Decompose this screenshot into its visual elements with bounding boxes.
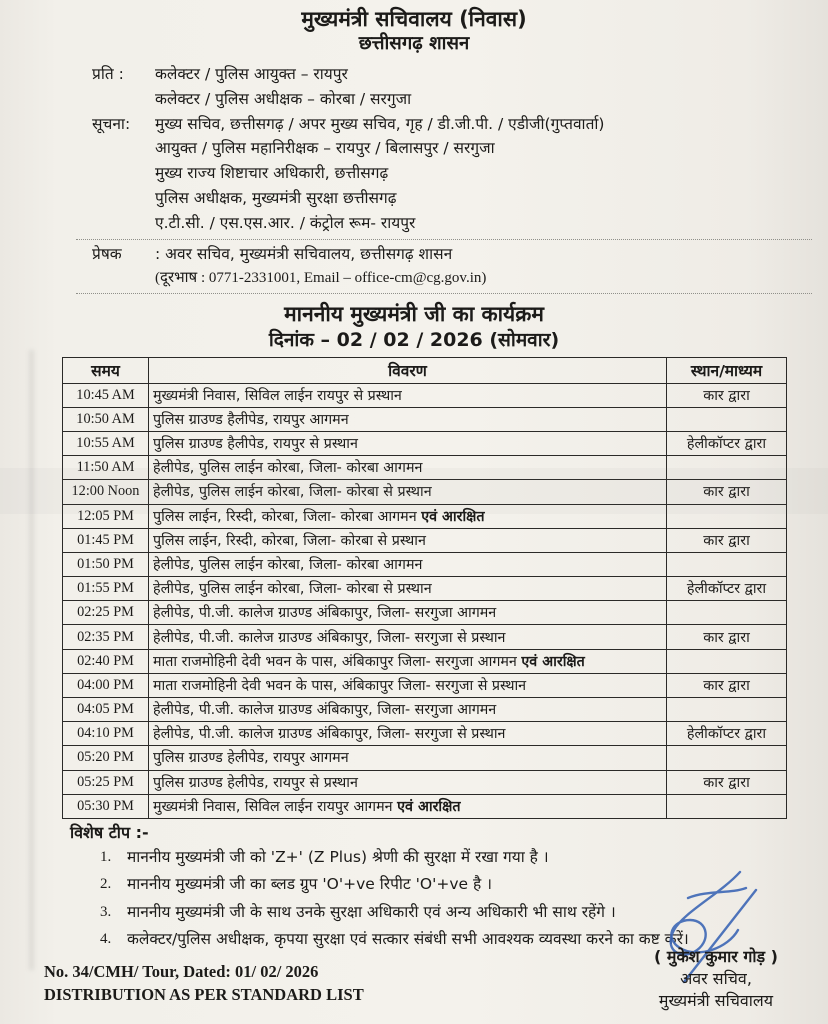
from-label: प्रेषक [92,244,122,263]
cell-desc: मुख्यमंत्री निवास, सिविल लाईन रायपुर आगमन एवं आरक्षित [149,794,667,818]
cell-time: 02:40 PM [63,649,149,673]
cell-time: 10:45 AM [63,383,149,407]
cell-time: 10:55 AM [63,431,149,455]
to-line-1: कलेक्टर / पुलिस अधीक्षक – कोरबा / सरगुजा [155,89,412,108]
table-row-11 [63,649,787,673]
col-header-desc: विवरण [149,357,667,383]
cell-time: 12:00 Noon [63,480,149,504]
cell-desc: पुलिस लाईन, रिस्दी, कोरबा, जिला- कोरबा आगमन एवं आरक्षित [149,504,667,528]
notes-list [70,844,812,954]
to-label: प्रति : [92,65,124,83]
ref-line: No. 34/CMH/ Tour, Dated: 01/ 02/ 2026 [44,962,319,981]
cell-desc: हेलीपेड, पी.जी. कालेज ग्राउण्ड अंबिकापुर, जिला- सरगुजा से प्रस्थान [149,625,667,649]
cell-time: 11:50 AM [63,456,149,480]
table-row-1 [63,407,787,431]
note-item-1 [100,844,812,872]
table-row-8 [63,577,787,601]
cell-time: 04:10 PM [63,722,149,746]
cell-mode: कार द्वारा [667,673,787,697]
program-date: दिनांक – 02 / 02 / 2026 (सोमवार) [268,328,560,351]
col-header-mode: स्थान/माध्यम [667,357,787,383]
cell-mode [667,698,787,722]
note-text: माननीय मुख्यमंत्री जी के साथ उनके सुरक्षा अधिकारी एवं अन्य अधिकारी भी साथ रहेंगे । [127,902,616,921]
table-row-0 [63,383,787,407]
note-text: माननीय मुख्यमंत्री जी को 'Z+' (Z Plus) श्रेणी की सुरक्षा में रखा गया है । [127,847,549,866]
contact-line: (दूरभाष : 0771-2331001, Email – office-cm@cg.gov.in) [155,269,487,286]
org-subtitle: छत्तीसगढ़ शासन [358,33,470,54]
note-text: माननीय मुख्यमंत्री जी का ब्लड ग्रुप 'O'+ve रिपीट 'O'+ve है । [127,875,493,894]
letterhead [0,0,828,55]
addressing-block [92,62,812,236]
cell-mode: कार द्वारा [667,528,787,552]
cell-mode [667,601,787,625]
info-line-3: पुलिस अधीक्षक, मुख्यमंत्री सुरक्षा छत्तीसगढ़ [155,188,397,207]
cell-desc: हेलीपेड, पुलिस लाईन कोरबा, जिला- कोरबा आगमन [149,456,667,480]
note-number: 2. [100,876,112,893]
cell-desc: पुलिस लाईन, रिस्दी, कोरबा, जिला- कोरबा से प्रस्थान [149,528,667,552]
cell-desc: मुख्यमंत्री निवास, सिविल लाईन रायपुर से प्रस्थान [149,383,667,407]
to-line-0: कलेक्टर / पुलिस आयुक्त – रायपुर [155,65,348,83]
cell-mode [667,407,787,431]
cell-desc: हेलीपेड, पी.जी. कालेज ग्राउण्ड अंबिकापुर, जिला- सरगुजा आगमन [149,698,667,722]
signatory-designation-2: मुख्यमंत्री सचिवालय [658,991,774,1010]
dotted-divider-top [76,239,812,240]
table-row-9 [63,601,787,625]
cell-time: 01:45 PM [63,528,149,552]
table-header-row [63,357,787,383]
signature-block [616,946,816,1012]
info-line-0: मुख्य सचिव, छत्तीसगढ़ / अपर मुख्य सचिव, गृह / डी.जी.पी. / एडीजी(गुप्तवार्ता) [155,114,605,133]
cell-desc: हेलीपेड, पी.जी. कालेज ग्राउण्ड अंबिकापुर, जिला- सरगुजा आगमन [149,601,667,625]
to-row [92,62,812,112]
cell-desc: हेलीपेड, पुलिस लाईन कोरबा, जिला- कोरबा आगमन [149,552,667,576]
signatory-designation-1: अवर सचिव, [680,969,752,988]
scan-edge-shadow [29,350,34,970]
to-lines [155,62,812,112]
cell-time: 04:05 PM [63,698,149,722]
cell-desc: पुलिस ग्राउण्ड हैलीपेड, रायपुर आगमन [149,407,667,431]
cell-desc: पुलिस ग्राउण्ड हेलीपेड, रायपुर आगमन [149,746,667,770]
notes-heading: विशेष टीप :- [70,822,149,842]
table-row-17 [63,794,787,818]
cell-mode: हेलीकॉप्टर द्वारा [667,431,787,455]
cell-desc: पुलिस ग्राउण्ड हैलीपेड, रायपुर से प्रस्थान [149,431,667,455]
cell-time: 10:50 AM [63,407,149,431]
info-lines [155,112,812,236]
table-row-15 [63,746,787,770]
note-text: कलेक्टर/पुलिस अधीक्षक, कृपया सुरक्षा एवं सत्कार संबंधी सभी आवश्यक व्यवस्था करने का कष्ट करें। [127,930,689,949]
note-number: 1. [100,848,112,865]
cell-mode: कार द्वारा [667,383,787,407]
table-row-14 [63,722,787,746]
schedule-table [62,357,787,819]
table-row-3 [63,456,787,480]
signatory-name: ( मुकेश कुमार गोड़ ) [654,947,778,966]
cell-mode [667,746,787,770]
cell-mode [667,552,787,576]
cell-time: 05:20 PM [63,746,149,770]
cell-mode: हेलीकॉप्टर द्वारा [667,722,787,746]
cell-time: 05:30 PM [63,794,149,818]
cell-desc: पुलिस ग्राउण्ड हेलीपेड, रायपुर से प्रस्थान [149,770,667,794]
dotted-divider-bottom [76,293,812,294]
table-row-6 [63,528,787,552]
cell-mode [667,504,787,528]
info-line-2: मुख्य राज्य शिष्टाचार अधिकारी, छत्तीसगढ़ [155,164,389,183]
info-line-4: ए.टी.सी. / एस.एस.आर. / कंट्रोल रूम- रायपुर [155,213,416,232]
cell-desc: हेलीपेड, पुलिस लाईन कोरबा, जिला- कोरबा से प्रस्थान [149,480,667,504]
org-title: मुख्यमंत्री सचिवालय (निवास) [301,7,527,31]
cell-time: 01:55 PM [63,577,149,601]
from-block [92,242,812,290]
table-row-2 [63,431,787,455]
cell-time: 04:00 PM [63,673,149,697]
info-label: सूचना: [92,114,131,133]
cell-mode: हेलीकॉप्टर द्वारा [667,577,787,601]
note-number: 4. [100,931,112,948]
note-item-2 [100,871,812,899]
cell-desc: माता राजमोहिनी देवी भवन के पास, अंबिकापुर जिला- सरगुजा आगमन एवं आरक्षित [149,649,667,673]
table-row-16 [63,770,787,794]
cell-desc: हेलीपेड, पी.जी. कालेज ग्राउण्ड अंबिकापुर, जिला- सरगुजा से प्रस्थान [149,722,667,746]
info-row [92,112,812,236]
from-line: : अवर सचिव, मुख्यमंत्री सचिवालय, छत्तीसगढ़ शासन [155,244,453,263]
info-line-1: आयुक्त / पुलिस महानिरीक्षक – रायपुर / बिलासपुर / सरगुजा [155,139,495,158]
cell-time: 12:05 PM [63,504,149,528]
cell-mode: कार द्वारा [667,625,787,649]
table-row-12 [63,673,787,697]
table-row-4 [63,480,787,504]
cell-time: 02:35 PM [63,625,149,649]
special-notes [70,822,812,954]
cell-mode: कार द्वारा [667,480,787,504]
table-row-10 [63,625,787,649]
cell-mode [667,649,787,673]
program-title: माननीय मुख्यमंत्री जी का कार्यक्रम [284,301,544,326]
cell-time: 05:25 PM [63,770,149,794]
cell-mode: कार द्वारा [667,770,787,794]
cell-time: 02:25 PM [63,601,149,625]
cell-time: 01:50 PM [63,552,149,576]
note-item-3 [100,899,812,927]
distribution-line: DISTRIBUTION AS PER STANDARD LIST [44,985,364,1004]
table-row-13 [63,698,787,722]
cell-desc: हेलीपेड, पुलिस लाईन कोरबा, जिला- कोरबा से प्रस्थान [149,577,667,601]
cell-desc: माता राजमोहिनी देवी भवन के पास, अंबिकापुर जिला- सरगुजा से प्रस्थान [149,673,667,697]
cell-mode [667,456,787,480]
col-header-time: समय [63,357,149,383]
table-row-5 [63,504,787,528]
cell-mode [667,794,787,818]
table-row-7 [63,552,787,576]
footer-reference [44,960,364,1006]
note-number: 3. [100,903,112,920]
